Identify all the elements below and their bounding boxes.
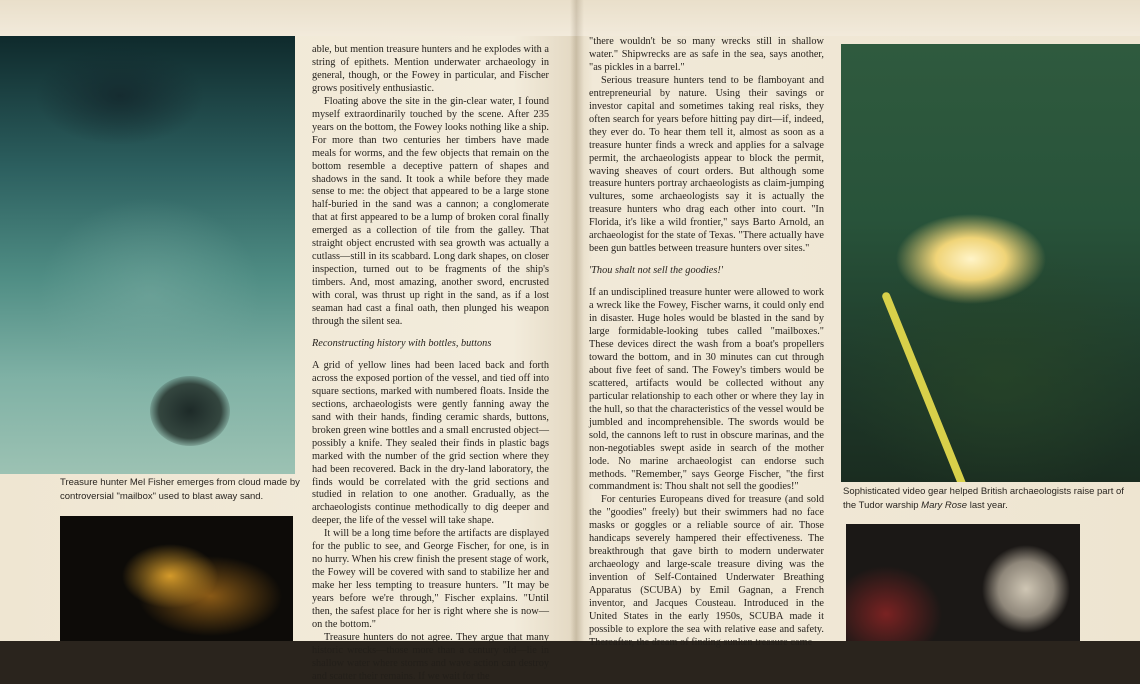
section-subhead: Reconstructing history with bottles, buttons [312,337,492,349]
caption-ship-name: Mary Rose [921,499,968,511]
wreck-artifacts-photo [60,516,293,641]
paragraph: Serious treasure hunters tend to be flamboyant and entrepreneurial by nature. Using their savings or investor capital and sometimes taking real risks, they often search for years before hitting pay dirt—if, indeed, they ever do. To hear them tell it, almost as soon as a treasure hunter finds a wreck and applies for a salvage permit, the archaeologists appear to block the permit, waving sheaves of court orders. But although some treasure hunters portray archaeologists as claim-jumping vultures, some archaeologists say it is actually the treasure hunters who drag each other into court. "In Florida, it's like a wild frontier," says Barto Arnold, an archaeologist for the state of Texas. "There actually have been gun battles between treasure hunters over sites." [589,74,824,255]
paragraph: "there wouldn't be so many wrecks still in shallow water." Shipwrecks are as safe in the sea, says another, "as pickles in a barrel." [589,36,824,73]
paragraph: A grid of yellow lines had been laced back and forth across the exposed portion of the vessel, and tied off into square sections, marked with numbered floats. Inside the sections, archaeologists were gently fanning away the sand with their hands, finding ceramic shards, buttons, broken green wine bottles and a small encrusted object—possibly a knife. They sealed their finds in plastic bags marked with the number of the grid section where they had been recovered. Back in the dry-land laboratory, the finds would be correlated with the grid sections and studied in relation to one another. Gradually, as the archaeologists continue methodically to dig deeper and deeper, the life of the vessel will take shape. [312,359,549,527]
paragraph: It will be a long time before the artifacts are displayed for the public to see, and George Fischer, for one, is in no hurry. When his crew finish the present stage of work, the Fowey will be covered with sand to stabilize her and make her less tempting to treasure hunters. "It may be years before we're through," Fischer explains. "Until then, the safest place for her is right where she is now—on the bottom." [312,528,549,630]
caption-video-photo [843,485,1133,512]
text-column-2 [589,36,824,650]
paragraph: able, but mention treasure hunters and he explodes with a string of epithets. Mention underwater archaeology in general, though, or the Fowey in particular, and Fischer grows positively enthusiastic. [312,44,549,94]
caption-diver-photo: Treasure hunter Mel Fisher emerges from cloud made by controversial "mailbox" used to blast away sand. [60,477,300,502]
section-subhead: 'Thou shalt not sell the goodies!' [589,265,723,277]
diver-figure [150,376,230,446]
page-gutter [570,0,584,641]
grid-line [881,291,975,482]
diver-photo [0,36,295,474]
skull-photo [846,524,1080,641]
paragraph: Floating above the site in the gin-clear water, I found myself extraordinarily touched by the scene. After 235 years on the bottom, the Fowey looks nothing like a ship. For more than two centuries her timbers have made meals for worms, and the few objects that remain on the bottom resemble a deceptive pattern of shapes and shadows in the sand. It took a while before they made sense to me: the object that appeared to be a large stone half-buried in the sand was a cannon; a conglomerate that at first appeared to be a lump of broken coral finally emerged as a collection of tile from the galley. That straight object encrusted with sea growth was actually a cutlass—still in its scabbard. Long dark shapes, on closer inspection, turned out to be fragments of the ship's timbers. And, most amazing, another sword, encrusted with coral, was thrust up right in the sand, as if a lost seaman had cast a final oath, then plunged his weapon through the silent sea. [312,95,549,328]
video-gear-photo [841,44,1140,482]
caption-text-end: last year. [967,499,1008,511]
text-column-1 [312,44,549,684]
caption-text: Sophisticated video gear helped British archaeologists raise part of the Tudor warship [843,486,1124,511]
paragraph: Treasure hunters do not agree. They argue that many historic wrecks—those more than a century old—lie in shallow water where storms and wave action can destroy and scatter their remains. If we wait for the [312,631,549,682]
paragraph: For centuries Europeans dived for treasure (and sold the "goodies" freely) but their swimmers had no face masks or goggles or a reliable source of air. Those handicaps severely hampered their effectiveness. The breakthrough that gave birth to modern underwater archaeology and large-scale treasure diving was the invention of Self-Contained Underwater Breathing Apparatus (SCUBA) by Emil Gagnan, a French inventor, and Jacques Cousteau. Introduced in the United States in the early 1950s, SCUBA made it possible to explore the sea with relative ease and safety. Thereafter, the dream of finding sunken treasure came [589,494,824,648]
paragraph: If an undisciplined treasure hunter were allowed to work a wreck like the Fowey, Fischer warns, it could only end in disaster. Huge holes would be blasted in the sand by large formidable-looking tubes called "mailboxes." These devices direct the wash from a boat's propellers toward the bottom, and in 30 minutes can cut through about five feet of sand. The Fowey's timbers would be scattered, artifacts would be collected without any particular relationship to each other or where they lay in the hull, so that the characteristics of the vessel would be jumbled and incomprehensible. The swords would be sold, the cannons left to rust in obscure marinas, and the non-negotiables swept aside in search of the mother lode. No marine archaeologist can endorse such methods. "Remember," says George Fischer, "the first commandment is: Thou shalt not sell the goodies!" [589,287,824,493]
